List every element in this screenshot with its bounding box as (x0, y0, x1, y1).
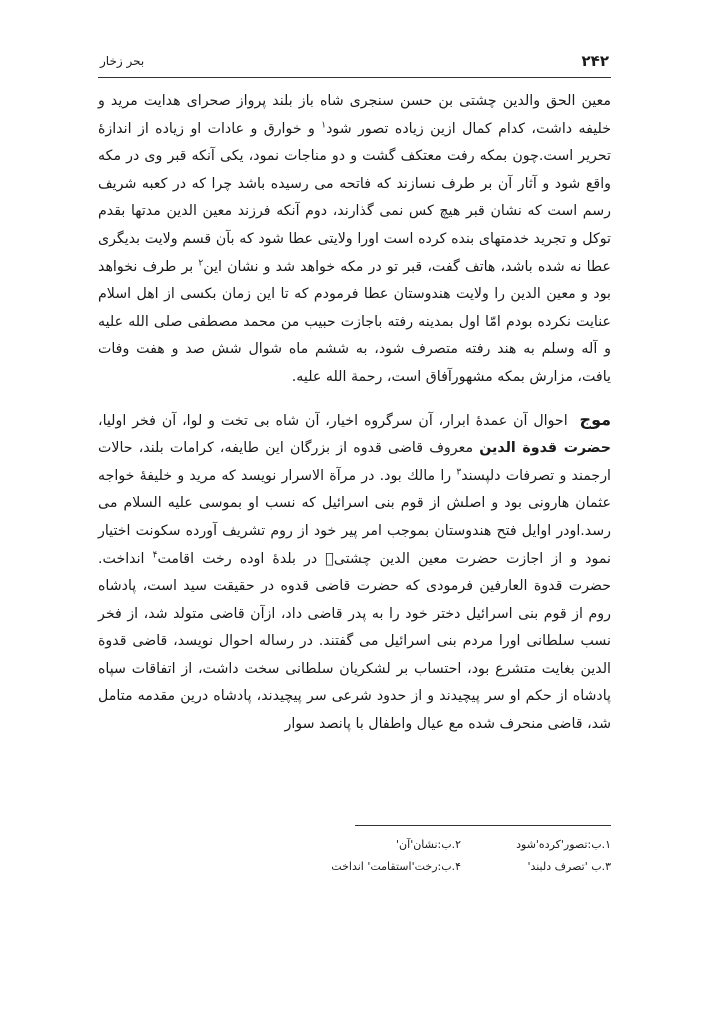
footnote: ۴.ب:رخت'استقامت' انداخت (331, 860, 461, 873)
footnote-marker: ۳ (456, 466, 462, 477)
text-segment: و خوارق و عادات او زیاده از اندازهٔ تحریر است.چون بمکه رفت معتکف گشت و دو مناجات نمود، یکی آنکه قبر وی در مکه واقع شود و آثار آن بر طرف نسازند که فاتحه می رسیده باشد چرا که در کعبه شریف رسم است که نشان قبر هیچ کس نمی گذارند، دوم آنکه فرزند معین الدین مدتها بقدم توکل و تجرید خدمتهای بنده کرده است اورا ولایتی عطا شود که بآن قسم ولایت بدیگری عطا نه شده باشد، هاتف گفت، قبر تو در مکه خواهد شد و نشان این (98, 120, 611, 275)
footnotes (98, 834, 611, 878)
footnote-row (98, 856, 611, 878)
footnote-marker: ۲ (198, 257, 204, 268)
footnote-marker: ۱ (321, 119, 327, 130)
footnote: ۳.ب 'تصرف دلبند' (527, 860, 611, 873)
section-lead-word: موج (579, 409, 611, 429)
paragraph (98, 406, 611, 739)
footnote: ۱.ب:تصور'کرده'شود (516, 838, 611, 851)
footnote-marker: ۴ (152, 549, 158, 560)
text-segment: معین الحق والدین چشتی بن حسن سنجری شاه باز بلند پرواز صحرای هدایت مرید و خلیفه داشت، کدام کمال ازین زیاده تصور شود (98, 93, 612, 137)
footnote-row (98, 834, 611, 856)
bold-name: حضرت قدوة الدین (479, 440, 612, 457)
text-segment: را مالك بود. در مرآة الاسرار نویسد که مرید و خلیفهٔ خواجه عثمان هارونی بود و اصلش از قوم بنی اسرائیل که نسب او بموسی علیه السلام می رسد.اودر اوایل فتح هندوستان بموجب امر پیر خود از روم تشریف آورده سکونت اختیار نمود و از اجازت حضرت معین الدین چشتیؒ در بلدهٔ اوده رخت اقامت (98, 467, 611, 567)
footnote-rule (355, 825, 611, 826)
text-segment: معروف قاضی قدوه از بزرگان این طایفه، کرامات بلند، حالات ارجمند و تصرفات دلپسند (98, 440, 611, 484)
paragraph (98, 88, 611, 392)
running-title: بحر زخار (100, 54, 145, 68)
page-header (98, 50, 611, 76)
book-page (98, 50, 611, 970)
text-segment: احوال آن عمدهٔ ابرار، آن سرگروه اخیار، آن شاه بی تخت و لوا، آن فخر اولیا، (98, 412, 574, 429)
text-segment: انداخت. حضرت قدوة العارفین فرمودی که حضرت قاضی قدوه در حقیقت سید است، پادشاه روم از قوم بنی اسرائیل دختر خود را به پدر قاضی داد، ازآن قاضی متولد شد، از فخر نسب سلطانی اورا مردم بنی اسرائیل می گفتند. در رساله احوال نویسد، قاضی قدوة الدین بغایت متشرع بود، احتساب بر لشکریان سلطانی سخت داشت، از اتفاقات سپاه پادشاه از حکم او سر پیچیدند و از حدود شرعی سر پیچیدند، پادشاه درین مقدمه متامل شد، قاضی منحرف شده مع عیال واطفال با پانصد سوار (98, 550, 611, 733)
body-text (98, 88, 611, 739)
page-number: ۲۴۲ (581, 52, 609, 70)
text-segment: بر طرف نخواهد بود و معین الدین را ولایت هندوستان عطا فرمودم که تا این زمان بکسی از اهل اسلام عنایت نکرده بودم امّا اول بمدینه رفته باجازت حبیب من محمد مصطفی صلی الله علیه و آله وسلم به هند رفته متصرف شود، به ششم ماه شوال شش صد و هفت وفات یافت، مزارش بمکه مشهورآفاق است، رحمة الله علیه. (98, 258, 611, 385)
footnote: ۲.ب:نشان'آن' (396, 838, 461, 851)
header-rule (98, 77, 611, 78)
